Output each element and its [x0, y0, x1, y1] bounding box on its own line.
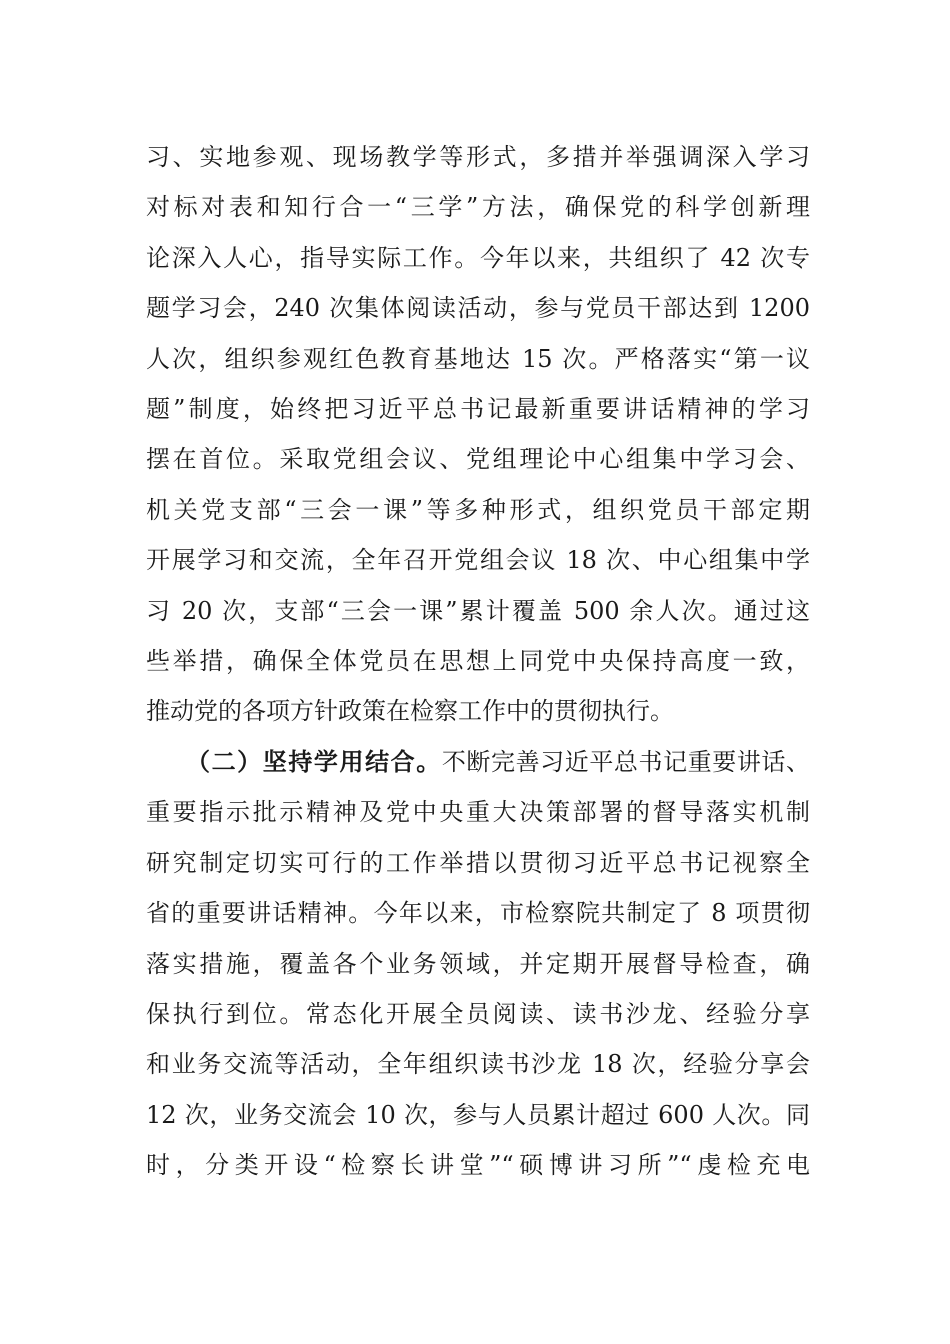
- text-line: 摆在首位。采取党组会议、党组理论中心组集中学习会、: [146, 445, 810, 474]
- text-line: 人次，组织参观红色教育基地达 15 次。严格落实“第一议: [146, 344, 810, 373]
- text-line: 重要指示批示精神及党中央重大决策部署的督导落实机制: [146, 798, 810, 827]
- text-line: 论深入人心，指导实际工作。今年以来，共组织了 42 次专: [146, 243, 810, 272]
- section-study-and-apply: [146, 737, 810, 1191]
- text-line: 推动党的各项方针政策在检察工作中的贯彻执行。: [146, 697, 674, 726]
- text-line: 和业务交流等活动，全年组织读书沙龙 18 次，经验分享会: [146, 1050, 810, 1079]
- text-line: 落实措施，覆盖各个业务领域，并定期开展督导检查，确: [146, 949, 810, 978]
- text-line: 机关党支部“三会一课”等多种形式，组织党员干部定期: [146, 495, 810, 524]
- text-line: 些举措，确保全体党员在思想上同党中央保持高度一致，: [146, 646, 810, 675]
- text-line: 保执行到位。常态化开展全员阅读、读书沙龙、经验分享: [146, 999, 810, 1028]
- text-line: 习、实地参观、现场教学等形式，多措并举强调深入学习: [146, 143, 810, 171]
- paragraph-study-measures: [146, 132, 810, 737]
- section-first-line: [146, 737, 810, 787]
- text-line: 时，分类开设“检察长讲堂”“硕博讲习所”“虔检充电: [146, 1151, 810, 1180]
- text-line: 12 次，业务交流会 10 次，参与人员累计超过 600 人次。同: [146, 1100, 810, 1129]
- section-heading: （二）坚持学用结合。: [186, 747, 442, 776]
- text-line: 省的重要讲话精神。今年以来，市检察院共制定了 8 项贯彻: [146, 899, 810, 928]
- section-first-line-text: 不断完善习近平总书记重要讲话、: [441, 748, 811, 776]
- text-line: 题学习会，240 次集体阅读活动，参与党员干部达到 1200: [146, 294, 810, 323]
- text-line: 题”制度，始终把习近平总书记最新重要讲话精神的学习: [146, 394, 810, 423]
- text-line: 开展学习和交流，全年召开党组会议 18 次、中心组集中学: [146, 546, 810, 575]
- text-line: 研究制定切实可行的工作举措以贯彻习近平总书记视察全: [146, 848, 810, 877]
- text-line: 对标对表和知行合一“三学”方法，确保党的科学创新理: [146, 193, 810, 222]
- text-line: 习 20 次，支部“三会一课”累计覆盖 500 余人次。通过这: [146, 596, 810, 625]
